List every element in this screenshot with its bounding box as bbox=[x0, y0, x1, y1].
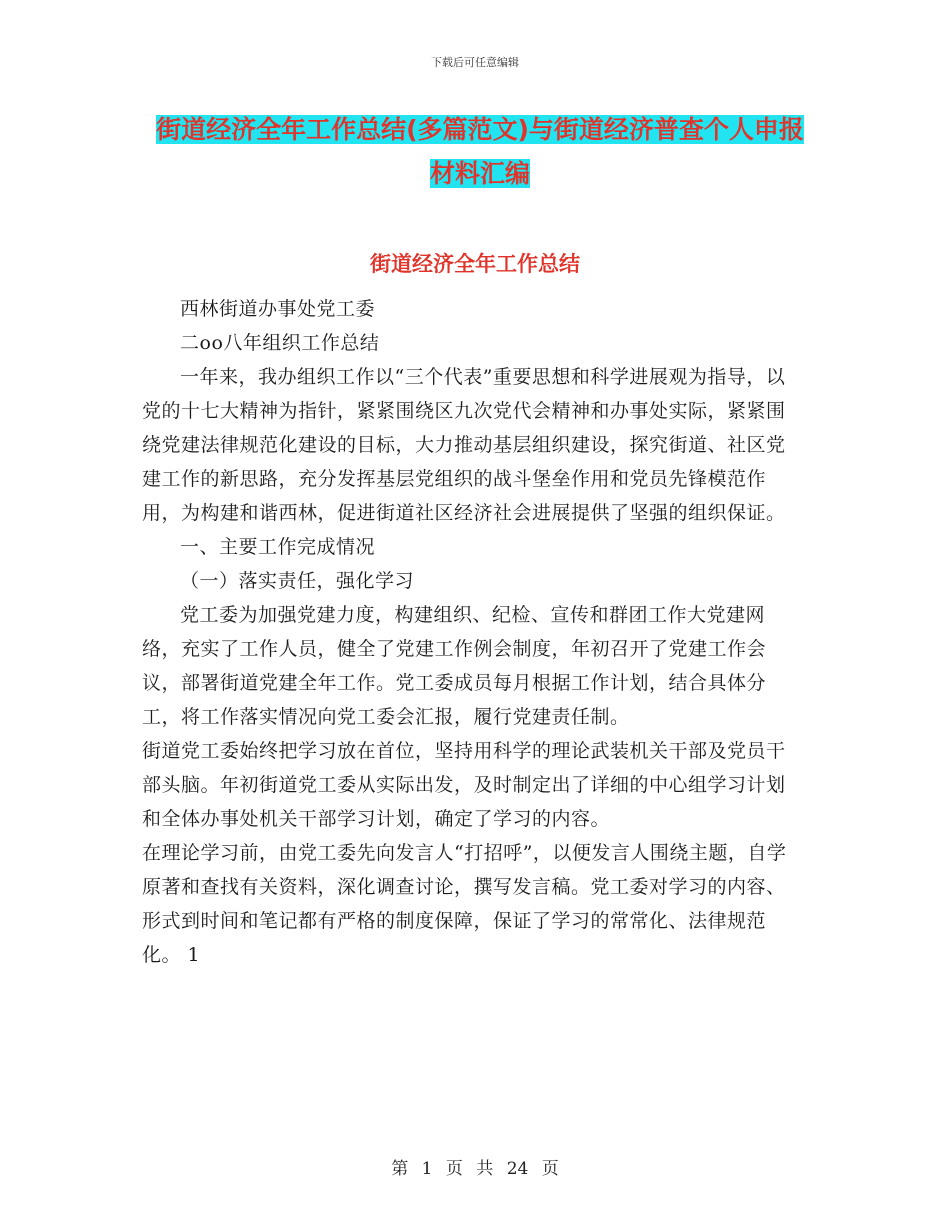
total-pages-number: 24 bbox=[506, 1159, 529, 1179]
footer-label-total: 共 bbox=[476, 1159, 494, 1179]
paragraph: 一、主要工作完成情况 bbox=[180, 536, 376, 558]
paragraph: 二oo八年组织工作总结 bbox=[180, 332, 380, 354]
footer-label-unit-2: 页 bbox=[541, 1159, 559, 1179]
page-footer bbox=[0, 1154, 950, 1179]
footer-label-page: 第 bbox=[391, 1159, 409, 1179]
section-title: 街道经济全年工作总结 bbox=[370, 252, 580, 276]
paragraph: 在理论学习前，由党工委先向发言人“打招呼”，以便发言人围绕主题，自学原著和查找有关资料，深化调查讨论，撰写发言稿。党工委对学习的内容、形式到时间和笔记都有严格的制度保障，保证了学习的常常化、法律规范化。 1 bbox=[142, 842, 787, 966]
paragraph: 街道党工委始终把学习放在首位，坚持用科学的理论武装机关干部及党员干部头脑。年初街道党工委从实际出发，及时制定出了详细的中心组学习计划和全体办事处机关干部学习计划，确定了学习的内容。 bbox=[142, 740, 786, 830]
paragraph: 党工委为加强党建力度，构建组织、纪检、宣传和群团工作大党建网络，充实了工作人员，健全了党建工作例会制度，年初召开了党建工作会议，部署街道党建全年工作。党工委成员每月根据工作计划，结合具体分工，将工作落实情况向党工委会汇报，履行党建责任制。 bbox=[142, 604, 767, 728]
footer-label-unit: 页 bbox=[445, 1159, 463, 1179]
document-body bbox=[142, 292, 802, 972]
document-title-text: 街道经济全年工作总结(多篇范文)与街道经济普查个人申报材料汇编 bbox=[156, 115, 804, 188]
current-page-number: 1 bbox=[421, 1159, 433, 1179]
document-title bbox=[150, 108, 810, 196]
paragraph: （一）落实责任，强化学习 bbox=[180, 570, 415, 592]
paragraph: 西林街道办事处党工委 bbox=[180, 298, 376, 320]
header-note: 下载后可任意编辑 bbox=[431, 56, 519, 69]
paragraph: 一年来，我办组织工作以“三个代表”重要思想和科学进展观为指导，以党的十七大精神为指针，紧紧围绕区九次党代会精神和办事处实际，紧紧围绕党建法律规范化建设的目标，大力推动基层组织建设，探究街道、社区党建工作的新思路，充分发挥基层党组织的战斗堡垒作用和党员先锋模范作用，为构建和谐西林，促进街道社区经济社会进展提供了坚强的组织保证。 bbox=[142, 366, 786, 524]
